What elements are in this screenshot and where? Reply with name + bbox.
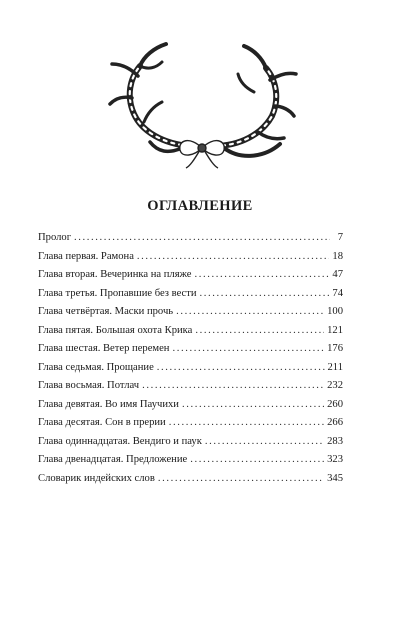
toc-entry[interactable]: [38, 232, 343, 251]
toc-entry[interactable]: [38, 473, 343, 492]
toc-heading: ОГЛАВЛЕНИЕ: [147, 198, 253, 214]
toc-entry-page: 121: [327, 324, 343, 336]
toc-entry-title: Глава шестая. Ветер перемен: [38, 343, 170, 354]
dot-leader: [137, 251, 330, 262]
dot-leader: [194, 269, 329, 280]
dot-leader: [200, 288, 330, 299]
dot-leader: [172, 343, 324, 354]
toc-entry-title: Глава восьмая. Потлач: [38, 380, 140, 391]
toc-entry[interactable]: [38, 454, 343, 473]
toc-entry-title: Глава одиннадцатая. Вендиго и паук: [38, 435, 202, 447]
antler-wreath-icon: [104, 36, 300, 170]
toc-entry-page: 18: [332, 250, 343, 262]
toc-entry[interactable]: [38, 306, 343, 325]
toc-entry[interactable]: [38, 288, 343, 307]
toc-entry-title: Глава третья. Пропавшие без вести: [38, 287, 197, 299]
toc-entry-page: 232: [327, 380, 343, 391]
toc-entry-page: 74: [332, 287, 343, 299]
toc-entry[interactable]: [38, 417, 343, 436]
toc-entry[interactable]: [38, 436, 343, 455]
dot-leader: [182, 399, 324, 410]
toc-entry-page: 7: [337, 232, 343, 243]
toc-entry-page: 211: [327, 361, 343, 373]
dot-leader: [176, 306, 324, 317]
toc-entry[interactable]: [38, 325, 343, 344]
toc-entry-title: Глава седьмая. Прощание: [38, 361, 154, 373]
toc-entry[interactable]: [38, 251, 343, 270]
toc-entry-page: 176: [327, 343, 343, 354]
toc-entry[interactable]: [38, 362, 343, 381]
toc-entry-title: Пролог: [38, 232, 72, 243]
toc-entry-title: Глава девятая. Во имя Паучихи: [38, 398, 179, 410]
toc-entry-page: 47: [332, 269, 343, 280]
toc-entry-title: Глава первая. Рамона: [38, 250, 134, 262]
toc-entry-title: Глава двенадцатая. Предложение: [38, 454, 188, 465]
toc-entry[interactable]: [38, 269, 343, 288]
dot-leader: [205, 436, 324, 447]
toc-entry-page: 283: [327, 435, 343, 447]
toc-entry-page: 323: [327, 454, 343, 465]
dot-leader: [158, 473, 324, 484]
toc-entry-page: 345: [327, 472, 343, 484]
toc-entry-title: Словарик индейских слов: [38, 472, 155, 484]
toc-entry-title: Глава вторая. Вечеринка на пляже: [38, 269, 192, 280]
toc-entry[interactable]: [38, 399, 343, 418]
toc-list: [38, 232, 343, 491]
dot-leader: [142, 380, 324, 391]
dot-leader: [169, 417, 324, 428]
toc-entry-page: 100: [327, 306, 343, 317]
toc-entry-page: 266: [327, 417, 343, 428]
toc-entry-title: Глава пятая. Большая охота Крика: [38, 324, 193, 336]
dot-leader: [157, 362, 325, 373]
dot-leader: [74, 232, 330, 243]
toc-entry-page: 260: [327, 398, 343, 410]
toc-entry-title: Глава четвёртая. Маски прочь: [38, 306, 174, 317]
dot-leader: [195, 325, 324, 336]
toc-entry[interactable]: [38, 380, 343, 399]
dot-leader: [190, 454, 324, 465]
toc-entry[interactable]: [38, 343, 343, 362]
toc-entry-title: Глава десятая. Сон в прерии: [38, 417, 166, 428]
